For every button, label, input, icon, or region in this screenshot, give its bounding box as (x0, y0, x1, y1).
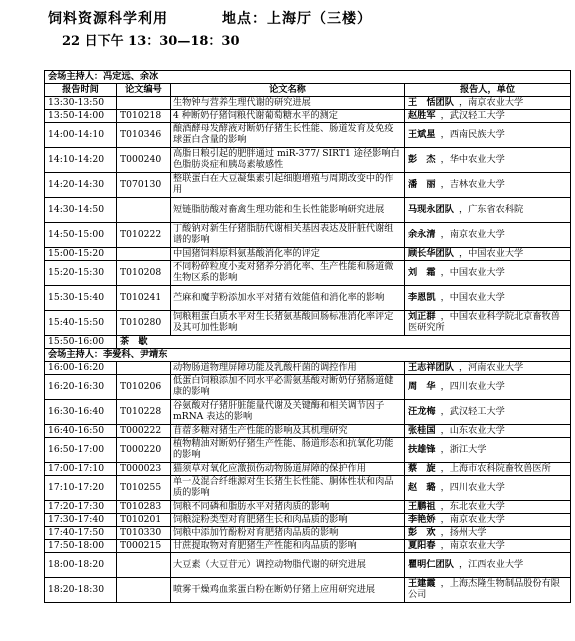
presenter-name: 马现永团队 (408, 203, 454, 215)
reporter-cell (405, 173, 571, 198)
report-time: 18:00-18:20 (45, 553, 117, 578)
column-header-reporter: 报告人，单位 (405, 84, 571, 97)
report-time: 16:30-16:40 (45, 400, 117, 425)
session-time: 22 日下午 13：30—18：30 (62, 34, 240, 49)
paper-title: 苜蓿多糖对猪生产性能的影响及其机理研究 (171, 425, 405, 438)
paper-code: T010208 (117, 261, 171, 286)
table-row (45, 198, 571, 223)
reporter-cell (405, 261, 571, 286)
paper-title: 不同粉碎粒度小麦对猪养分消化率、生产性能和肠道微生物区系的影响 (171, 261, 405, 286)
presenter-affiliation: ，南京农业大学 (440, 539, 505, 551)
presenter-affiliation: ，南京农业大学 (440, 513, 505, 525)
column-header-title: 论文名称 (171, 84, 405, 97)
report-time: 15:40-15:50 (45, 311, 117, 336)
reporter-cell (405, 438, 571, 463)
reporter-cell (405, 110, 571, 123)
report-time: 16:20-16:30 (45, 375, 117, 400)
schedule-table-body (45, 71, 571, 603)
table-row (45, 578, 571, 603)
presenter-name: 瞿明仁团队 (408, 558, 454, 570)
presenter-name: 刘正群 (408, 311, 436, 323)
report-time: 14:20-14:30 (45, 173, 117, 198)
presenter-name: 彭 杰 (408, 153, 436, 165)
paper-title: 低蛋白饲粮添加不同水平必需氨基酸对断奶仔猪肠道健康的影响 (171, 375, 405, 400)
presenter-affiliation: ，上海市农科院畜牧兽医所 (440, 462, 551, 474)
presenter-name: 扶雄锋 (408, 443, 436, 455)
paper-title: 生物钟与营养生理代谢的研究进展 (171, 97, 405, 110)
paper-code (117, 198, 171, 223)
paper-title: 单一及混合纤维源对生长猪生长性能、胴体性状和肉品质的影响 (171, 476, 405, 501)
chairs-text: 会场主持人：李爱科、尹靖东 (45, 349, 571, 362)
table-row (45, 553, 571, 578)
report-time: 14:50-15:00 (45, 223, 117, 248)
paper-code: T010222 (117, 223, 171, 248)
session-location: 地点：上海厅（三楼） (222, 11, 372, 27)
paper-code: T010346 (117, 123, 171, 148)
paper-code: T000023 (117, 463, 171, 476)
table-row (45, 261, 571, 286)
presenter-affiliation: ，南京农业大学 (458, 96, 524, 108)
column-header-code: 论文编号 (117, 84, 171, 97)
paper-code: T010228 (117, 400, 171, 425)
presenter-affiliation: ，东北农业大学 (440, 500, 505, 512)
presenter-name: 王志祥团队 (408, 361, 454, 373)
report-time: 15:00-15:20 (45, 248, 117, 261)
presenter-affiliation: ，扬州大学 (440, 526, 487, 538)
table-row (45, 248, 571, 261)
presenter-name: 张桂国 (408, 424, 436, 436)
break-label: 茶 歇 (117, 336, 571, 349)
paper-title: 丁酸钠对新生仔猪脂肪代谢相关基因表达及肝脏代谢组谱的影响 (171, 223, 405, 248)
table-row (45, 97, 571, 110)
reporter-cell (405, 527, 571, 540)
paper-code (117, 248, 171, 261)
table-row (45, 148, 571, 173)
paper-code: T000215 (117, 540, 171, 553)
presenter-name: 夏阳春 (408, 539, 436, 551)
presenter-name: 王建霞 (408, 578, 436, 590)
paper-title: 饲粮不同磷和脂肪水平对猪肉质的影响 (171, 501, 405, 514)
presenter-affiliation: ，山东农业大学 (440, 424, 505, 436)
paper-code: T010280 (117, 311, 171, 336)
paper-title: 猫须草对氧化应激损伤动物肠道屏障的保护作用 (171, 463, 405, 476)
presenter-affiliation: ，河南农业大学 (458, 361, 524, 373)
presenter-name: 赵 璐 (408, 481, 436, 493)
presenter-affiliation: ，南京农业大学 (440, 228, 505, 240)
presenter-name: 王 恬团队 (408, 96, 454, 108)
presenter-affiliation: ，中国农业科学院北京畜牧兽医研究所 (408, 311, 560, 333)
reporter-cell (405, 148, 571, 173)
schedule-table (44, 70, 571, 603)
reporter-cell (405, 362, 571, 375)
report-time: 17:50-18:00 (45, 540, 117, 553)
paper-code: T010241 (117, 286, 171, 311)
column-header-row (45, 84, 571, 97)
column-header-time: 报告时间 (45, 84, 117, 97)
reporter-cell (405, 425, 571, 438)
report-time: 17:40-17:50 (45, 527, 117, 540)
paper-title: 4 种断奶仔猪饲粮代谢葡萄糖水平的测定 (171, 110, 405, 123)
table-row (45, 375, 571, 400)
paper-title: 酿酒酵母发酵液对断奶仔猪生长性能、肠道发育及免疫球蛋白含量的影响 (171, 123, 405, 148)
table-row (45, 514, 571, 527)
presenter-name: 王斌星 (408, 128, 436, 140)
paper-title: 甘蔗提取物对育肥猪生产性能和肉品质的影响 (171, 540, 405, 553)
reporter-cell (405, 248, 571, 261)
schedule-header (48, 8, 568, 52)
reporter-cell (405, 400, 571, 425)
paper-code: T010283 (117, 501, 171, 514)
reporter-cell (405, 540, 571, 553)
paper-title: 饲粮粗蛋白质水平对生长猪氨基酸回肠标准消化率评定及其可加性影响 (171, 311, 405, 336)
paper-code (117, 578, 171, 603)
paper-title: 喷雾干燥鸡血浆蛋白粉在断奶仔猪上应用研究进展 (171, 578, 405, 603)
presenter-affiliation: ，中国农业大学 (440, 291, 505, 303)
paper-title: 动物肠道物理屏障功能及乳酸杆菌的调控作用 (171, 362, 405, 375)
table-row (45, 425, 571, 438)
report-time: 14:10-14:20 (45, 148, 117, 173)
paper-code: T010201 (117, 514, 171, 527)
chairs-text: 会场主持人：冯定远、余冰 (45, 71, 571, 84)
break-time: 15:50-16:00 (45, 336, 117, 349)
presenter-affiliation: ，吉林农业大学 (440, 178, 505, 190)
presenter-name: 顾长华团队 (408, 247, 454, 259)
presenter-name: 赵胜军 (408, 109, 436, 121)
reporter-cell (405, 501, 571, 514)
paper-code: T010218 (117, 110, 171, 123)
paper-title: 饲粮中添加竹酚粉对育肥猪肉品质的影响 (171, 527, 405, 540)
report-time: 17:30-17:40 (45, 514, 117, 527)
paper-code: T000222 (117, 425, 171, 438)
presenter-name: 汪龙梅 (408, 405, 436, 417)
paper-code: T000240 (117, 148, 171, 173)
paper-title: 大豆素（大豆苷元）调控动物脂代谢的研究进展 (171, 553, 405, 578)
break-row (45, 336, 571, 349)
report-time: 16:00-16:20 (45, 362, 117, 375)
report-time: 15:20-15:30 (45, 261, 117, 286)
reporter-cell (405, 578, 571, 603)
chair-row-2 (45, 349, 571, 362)
paper-title: 短链脂肪酸对畜禽生理功能和生长性能影响研究进展 (171, 198, 405, 223)
presenter-name: 王鹏祖 (408, 500, 436, 512)
table-row (45, 400, 571, 425)
paper-code: T010255 (117, 476, 171, 501)
table-row (45, 540, 571, 553)
report-time: 15:30-15:40 (45, 286, 117, 311)
reporter-cell (405, 514, 571, 527)
presenter-affiliation: ，西南民族大学 (440, 128, 505, 140)
presenter-name: 彭 欢 (408, 526, 436, 538)
presenter-affiliation: ，广东省农科院 (458, 203, 524, 215)
paper-title: 中国猪饲料原料氨基酸消化率的评定 (171, 248, 405, 261)
report-time: 18:20-18:30 (45, 578, 117, 603)
table-row (45, 501, 571, 514)
reporter-cell (405, 476, 571, 501)
report-time: 17:00-17:10 (45, 463, 117, 476)
reporter-cell (405, 223, 571, 248)
reporter-cell (405, 463, 571, 476)
report-time: 16:50-17:00 (45, 438, 117, 463)
presenter-affiliation: ，江西农业大学 (458, 558, 524, 570)
presenter-name: 周 华 (408, 380, 436, 392)
presenter-affiliation: ，武汉轻工大学 (440, 109, 505, 121)
table-row (45, 476, 571, 501)
chair-row-1 (45, 71, 571, 84)
presenter-name: 刘 霜 (408, 266, 436, 278)
report-time: 14:00-14:10 (45, 123, 117, 148)
paper-title: 谷氨酸对仔猪肝脏能量代谢及关键酶和相关调节因子 mRNA 表达的影响 (171, 400, 405, 425)
report-time: 17:10-17:20 (45, 476, 117, 501)
paper-code: T010330 (117, 527, 171, 540)
reporter-cell (405, 198, 571, 223)
presenter-affiliation: ，华中农业大学 (440, 153, 505, 165)
report-time: 14:30-14:50 (45, 198, 117, 223)
paper-title: 植物精油对断奶仔猪生产性能、肠道形态和抗氧化功能的影响 (171, 438, 405, 463)
table-row (45, 463, 571, 476)
paper-code: T010206 (117, 375, 171, 400)
paper-code (117, 362, 171, 375)
paper-title: 高脂日粮引起的肥胖通过 miR-377/ SIRT1 途径影响白色脂肪炎症和胰岛素敏感性 (171, 148, 405, 173)
reporter-cell (405, 553, 571, 578)
presenter-name: 李恩凯 (408, 291, 436, 303)
presenter-affiliation: ，中国农业大学 (458, 247, 524, 259)
paper-title: 苎麻和魔芋粉添加水平对猪有效能值和消化率的影响 (171, 286, 405, 311)
paper-title: 饲粮淀粉类型对育肥猪生长和肉品质的影响 (171, 514, 405, 527)
table-row (45, 223, 571, 248)
report-time: 16:40-16:50 (45, 425, 117, 438)
session-title: 饲料资源科学利用 (48, 11, 168, 27)
paper-code: T000220 (117, 438, 171, 463)
reporter-cell (405, 375, 571, 400)
table-row (45, 123, 571, 148)
report-time: 13:50-14:00 (45, 110, 117, 123)
table-row (45, 173, 571, 198)
reporter-cell (405, 311, 571, 336)
paper-code (117, 553, 171, 578)
table-row (45, 311, 571, 336)
reporter-cell (405, 286, 571, 311)
presenter-affiliation: ，上海杰隆生物制品股份有限公司 (408, 578, 560, 600)
paper-title: 整联蛋白在大豆凝集素引起细胞增殖与周期改变中的作用 (171, 173, 405, 198)
presenter-affiliation: ，浙江大学 (440, 443, 487, 455)
report-time: 13:30-13:50 (45, 97, 117, 110)
presenter-name: 蔡 旋 (408, 462, 436, 474)
paper-code (117, 97, 171, 110)
table-row (45, 362, 571, 375)
presenter-affiliation: ，武汉轻工大学 (440, 405, 505, 417)
paper-code: T070130 (117, 173, 171, 198)
table-row (45, 110, 571, 123)
table-row (45, 438, 571, 463)
presenter-name: 余永清 (408, 228, 436, 240)
presenter-name: 潘 丽 (408, 178, 436, 190)
presenter-affiliation: ，中国农业大学 (440, 266, 505, 278)
presenter-affiliation: ，四川农业大学 (440, 481, 505, 493)
table-row (45, 286, 571, 311)
reporter-cell (405, 123, 571, 148)
presenter-affiliation: ，四川农业大学 (440, 380, 505, 392)
presenter-name: 李艳娇 (408, 513, 436, 525)
reporter-cell (405, 97, 571, 110)
table-row (45, 527, 571, 540)
report-time: 17:20-17:30 (45, 501, 117, 514)
